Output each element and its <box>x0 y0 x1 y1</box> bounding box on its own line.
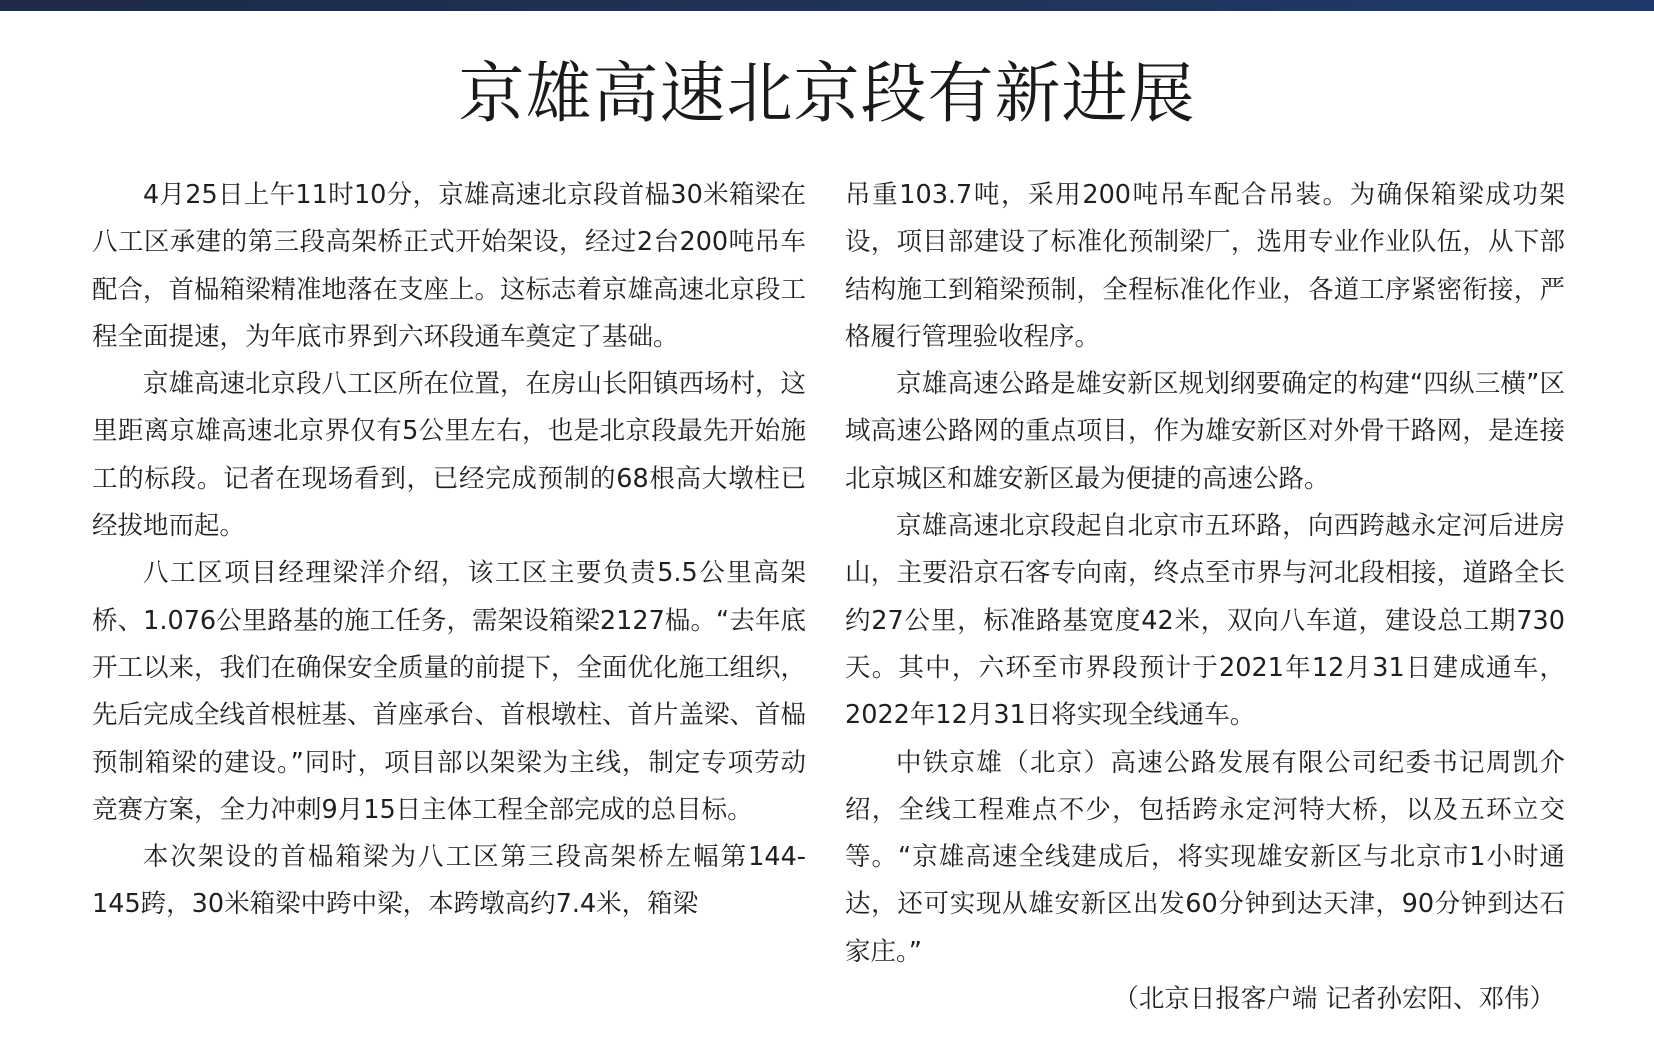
article-column-left <box>92 172 806 929</box>
paragraph-6: 京雄高速北京段起自北京市五环路，向西跨越永定河后进房山，主要沿京石客专向南，终点至市界与河北段相接，道路全长约27公里，标准路基宽度42米，双向八车道，建设总工期730天。其中，六环至市界段预计于2021年12月31日建成通车，2022年12月31日将实现全线通车。 <box>845 511 1565 731</box>
article-byline: （北京日报客户端 记者孙宏阳、邓伟） <box>1113 984 1555 1015</box>
paragraph-4: 本次架设的首榀箱梁为八工区第三段高架桥左幅第144-145跨，30米箱梁中跨中梁，本跨墩高约7.4米，箱梁 <box>92 842 806 920</box>
paragraph-4-continued: 吊重103.7吨，采用200吨吊车配合吊装。为确保箱梁成功架设，项目部建设了标准化预制梁厂，选用专业作业队伍，从下部结构施工到箱梁预制，全程标准化作业，各道工序紧密衔接，严格履行管理验收程序。 <box>845 180 1565 352</box>
paragraph-2: 京雄高速北京段八工区所在位置，在房山长阳镇西场村，这里距离京雄高速北京界仅有5公里左右，也是北京段最先开始施工的标段。记者在现场看到，已经完成预制的68根高大墩柱已经拔地而起。 <box>92 369 807 542</box>
paragraph-1: 4月25日上午11时10分，京雄高速北京段首榀30米箱梁在八工区承建的第三段高架桥正式开始架设，经过2台200吨吊车配合，首榀箱梁精准地落在支座上。这标志着京雄高速北京段工程全面提速，为年底市界到六环段通车奠定了基础。 <box>92 180 807 352</box>
paragraph-7: 中铁京雄（北京）高速公路发展有限公司纪委书记周凯介绍，全线工程难点不少，包括跨永定河特大桥，以及五环立交等。“京雄高速全线建成后，将实现雄安新区与北京市1小时通达，还可实现从雄安新区出发60分钟到达天津，90分钟到达石家庄。” <box>845 747 1565 967</box>
top-color-bar <box>0 0 1654 11</box>
paragraph-5: 京雄高速公路是雄安新区规划纲要确定的构建“四纵三横”区域高速公路网的重点项目，作为雄安新区对外骨干路网，是连接北京城区和雄安新区最为便捷的高速公路。 <box>845 369 1565 494</box>
article-column-right <box>845 172 1565 1023</box>
paragraph-3: 八工区项目经理梁洋介绍，该工区主要负责5.5公里高架桥、1.076公里路基的施工任务，需架设箱梁2127榀。“去年底开工以来，我们在确保安全质量的前提下，全面优化施工组织，先后完成全线首根桩基、首座承台、首根墩柱、首片盖梁、首榀预制箱梁的建设。”同时，项目部以架梁为主线，制定专项劳动竞赛方案，全力冲刺9月15日主体工程全部完成的总目标。 <box>92 558 807 825</box>
article-title: 京雄高速北京段有新进展 <box>458 55 1196 132</box>
